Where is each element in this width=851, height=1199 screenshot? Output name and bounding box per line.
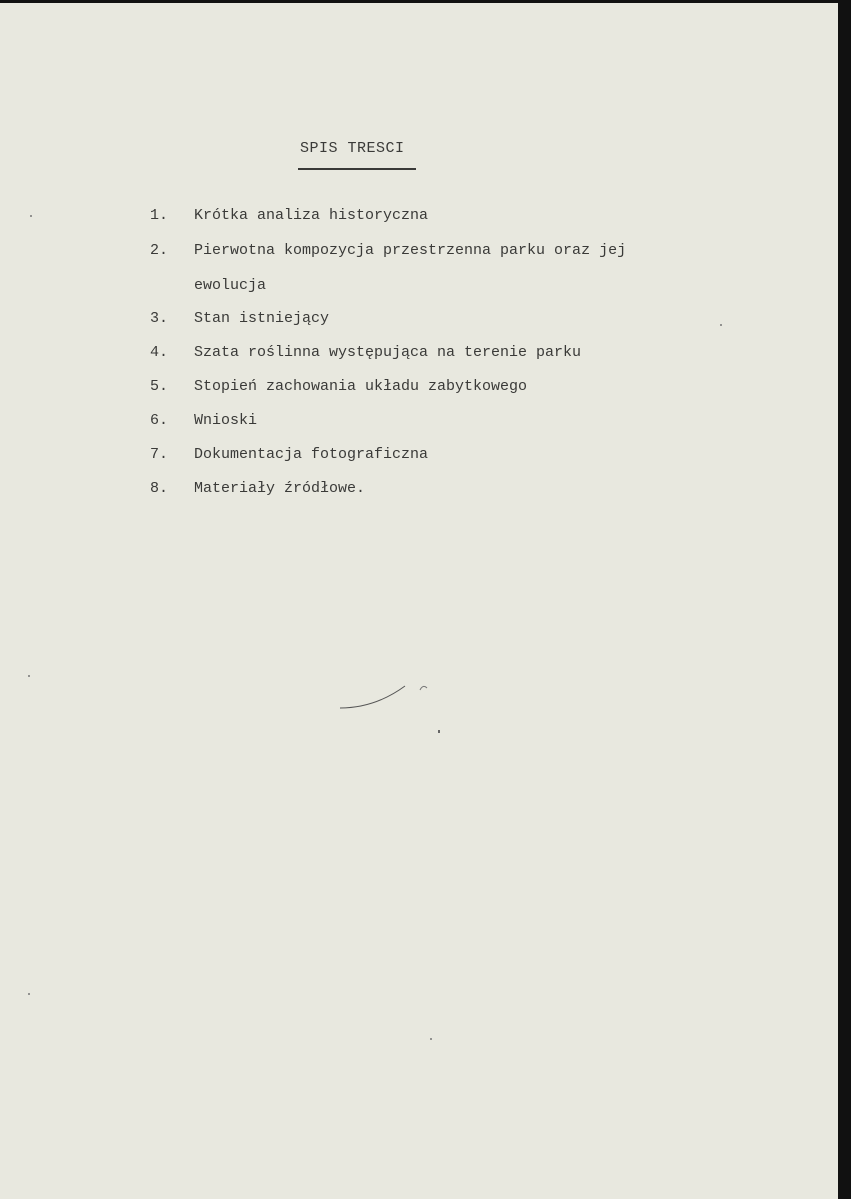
speck bbox=[430, 1038, 432, 1040]
document-page bbox=[0, 3, 838, 1199]
item-text: Stopień zachowania układu zabytkowego bbox=[194, 378, 528, 395]
item-text: Materiały źródłowe. bbox=[194, 480, 366, 497]
item-number: 1. bbox=[150, 207, 169, 224]
item-text: ewolucja bbox=[194, 277, 267, 294]
item-text: Stan istniejący bbox=[194, 310, 330, 327]
title-underline bbox=[298, 168, 416, 170]
speck bbox=[28, 993, 30, 995]
pencil-mark bbox=[335, 678, 445, 748]
item-number: 4. bbox=[150, 344, 169, 361]
page-title: SPIS TRESCI bbox=[300, 140, 405, 157]
speck bbox=[30, 215, 32, 217]
item-number: 2. bbox=[150, 242, 169, 259]
item-text: Dokumentacja fotograficzna bbox=[194, 446, 429, 463]
item-number: 8. bbox=[150, 480, 169, 497]
item-number: 5. bbox=[150, 378, 169, 395]
speck bbox=[720, 324, 722, 326]
item-text: Pierwotna kompozycja przestrzenna parku oraz jej bbox=[194, 242, 627, 259]
item-number: 7. bbox=[150, 446, 169, 463]
speck bbox=[28, 675, 30, 677]
item-number: 3. bbox=[150, 310, 169, 327]
item-number: 6. bbox=[150, 412, 169, 429]
item-text: Szata roślinna występująca na terenie parku bbox=[194, 344, 582, 361]
item-text: Wnioski bbox=[194, 412, 258, 429]
item-text: Krótka analiza historyczna bbox=[194, 207, 429, 224]
